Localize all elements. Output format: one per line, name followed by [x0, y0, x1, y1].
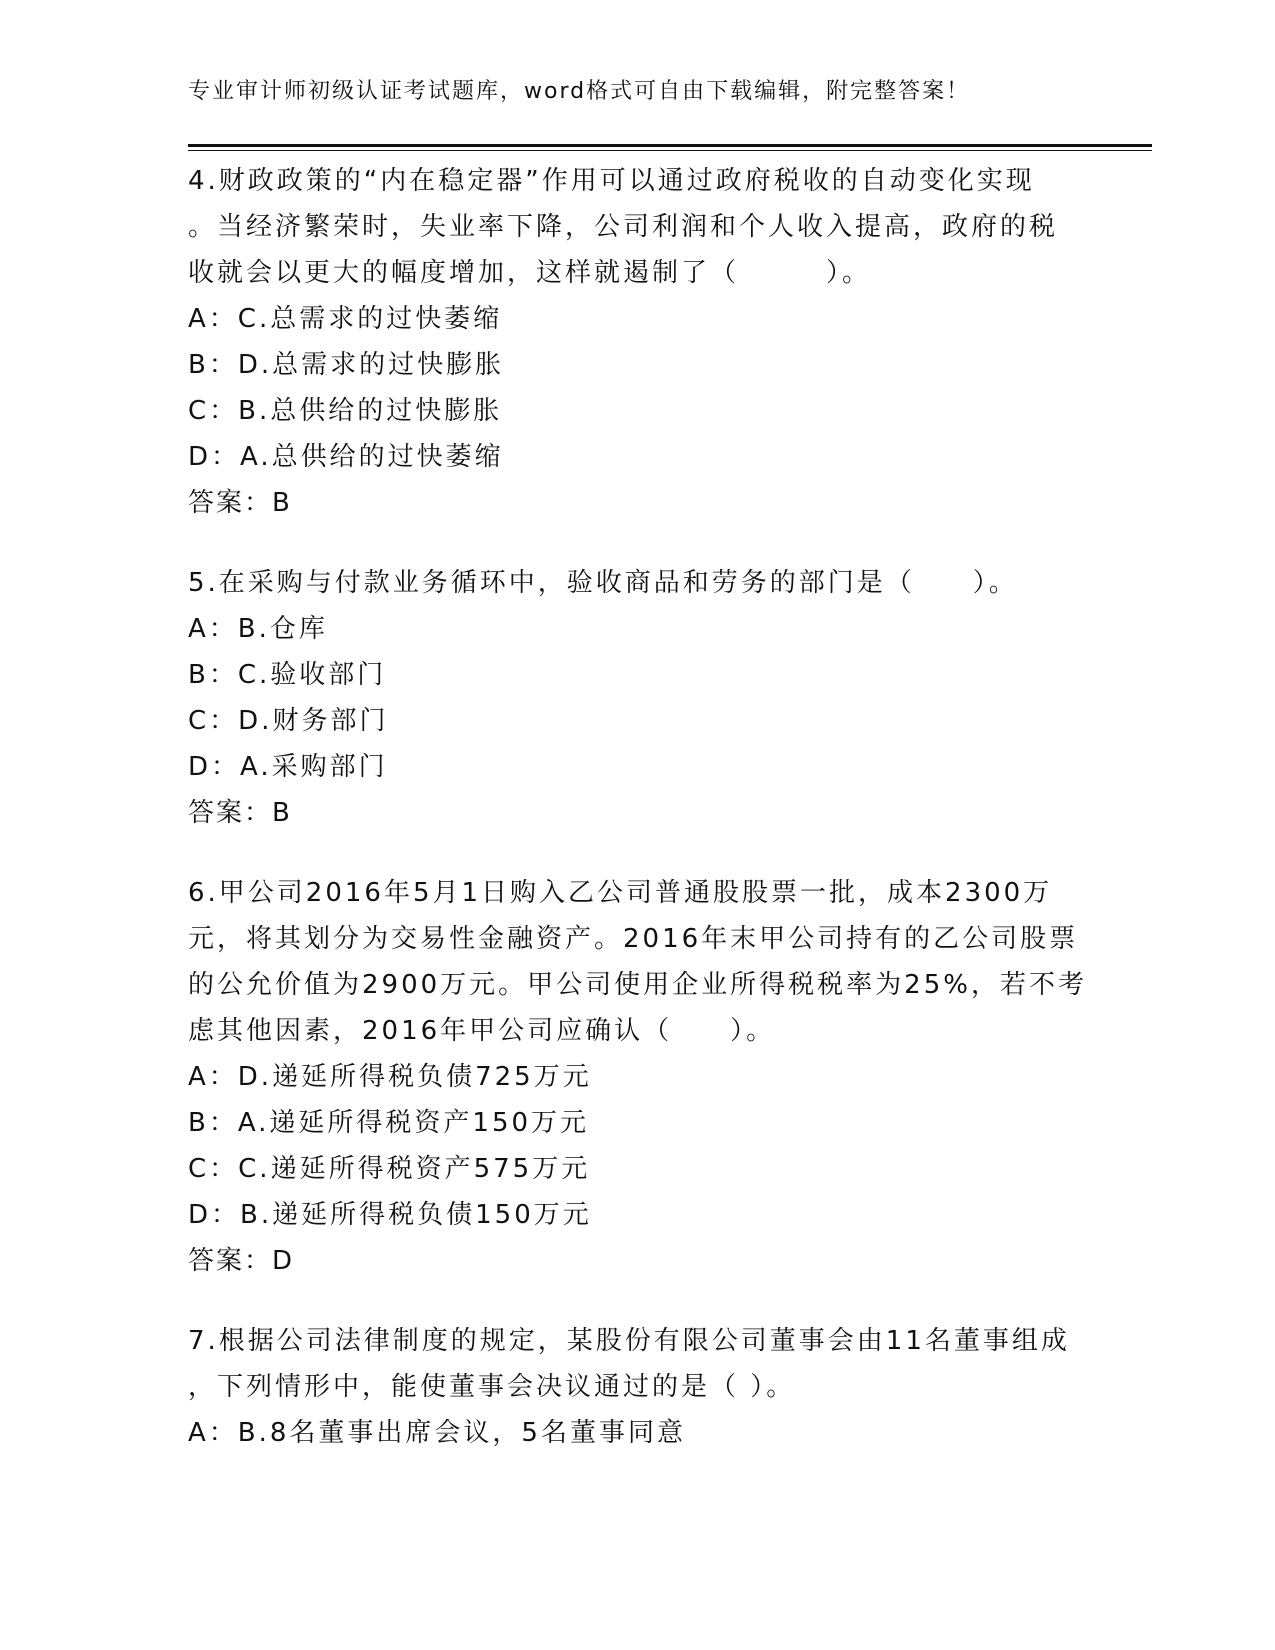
question-stem-line: 元，将其划分为交易性金融资产。2016年末甲公司持有的乙公司股票: [188, 924, 1079, 954]
question-stem-line: 4.财政政策的“内在稳定器”作用可以通过政府税收的自动变化实现: [188, 166, 1035, 196]
question-stem-line: 收就会以更大的幅度增加，这样就遏制了（ ）。: [188, 258, 872, 288]
option-d: D：A.总供给的过快萎缩: [188, 442, 504, 472]
option-a: A：D.递延所得税负债725万元: [188, 1062, 592, 1092]
option-b: B：C.验收部门: [188, 660, 387, 690]
header-rule-thick: [188, 144, 1152, 147]
answer-value: D: [272, 1246, 295, 1276]
option-a: A：B.8名董事出席会议，5名董事同意: [188, 1418, 686, 1448]
option-a: A：C.总需求的过快萎缩: [188, 304, 503, 334]
option-b: B：A.递延所得税资产150万元: [188, 1108, 590, 1138]
question-list: [188, 158, 1088, 1456]
question-stem-line: ，下列情形中，能使董事会决议通过的是（ ）。: [188, 1372, 796, 1402]
page-header: 专业审计师初级认证考试题库，word格式可自由下载编辑，附完整答案！: [188, 79, 971, 104]
answer-label: 答案：: [188, 1246, 273, 1276]
question-4: [188, 158, 1088, 526]
question-stem-line: 5.在采购与付款业务循环中，验收商品和劳务的部门是（ ）。: [188, 568, 1018, 598]
question-stem-line: 6.甲公司2016年5月1日购入乙公司普通股股票一批，成本2300万: [188, 878, 1053, 908]
question-stem-line: 7.根据公司法律制度的规定，某股份有限公司董事会由11名董事组成: [188, 1326, 1070, 1356]
header-rule-thin: [188, 150, 1152, 151]
option-d: D：B.递延所得税负债150万元: [188, 1200, 592, 1230]
option-c: C：B.总供给的过快膨胀: [188, 396, 503, 426]
answer-value: B: [272, 488, 292, 518]
answer-line: [188, 790, 1088, 836]
option-b: B：D.总需求的过快膨胀: [188, 350, 505, 380]
answer-value: B: [272, 798, 292, 828]
option-c: C：C.递延所得税资产575万元: [188, 1154, 591, 1184]
answer-line: [188, 1238, 1088, 1284]
question-stem-line: 的公允价值为2900万元。甲公司使用企业所得税税率为25%，若不考: [188, 970, 1087, 1000]
question-stem-line: 虑其他因素，2016年甲公司应确认（ ）。: [188, 1016, 776, 1046]
answer-label: 答案：: [188, 798, 273, 828]
answer-label: 答案：: [188, 488, 273, 518]
question-stem-line: 。当经济繁荣时，失业率下降，公司利润和个人收入提高，政府的税: [188, 212, 1059, 242]
question-7: [188, 1318, 1088, 1456]
question-5: [188, 560, 1088, 836]
answer-line: [188, 480, 1088, 526]
question-6: [188, 870, 1088, 1284]
option-c: C：D.财务部门: [188, 706, 389, 736]
option-d: D：A.采购部门: [188, 752, 388, 782]
option-a: A：B.仓库: [188, 614, 328, 644]
